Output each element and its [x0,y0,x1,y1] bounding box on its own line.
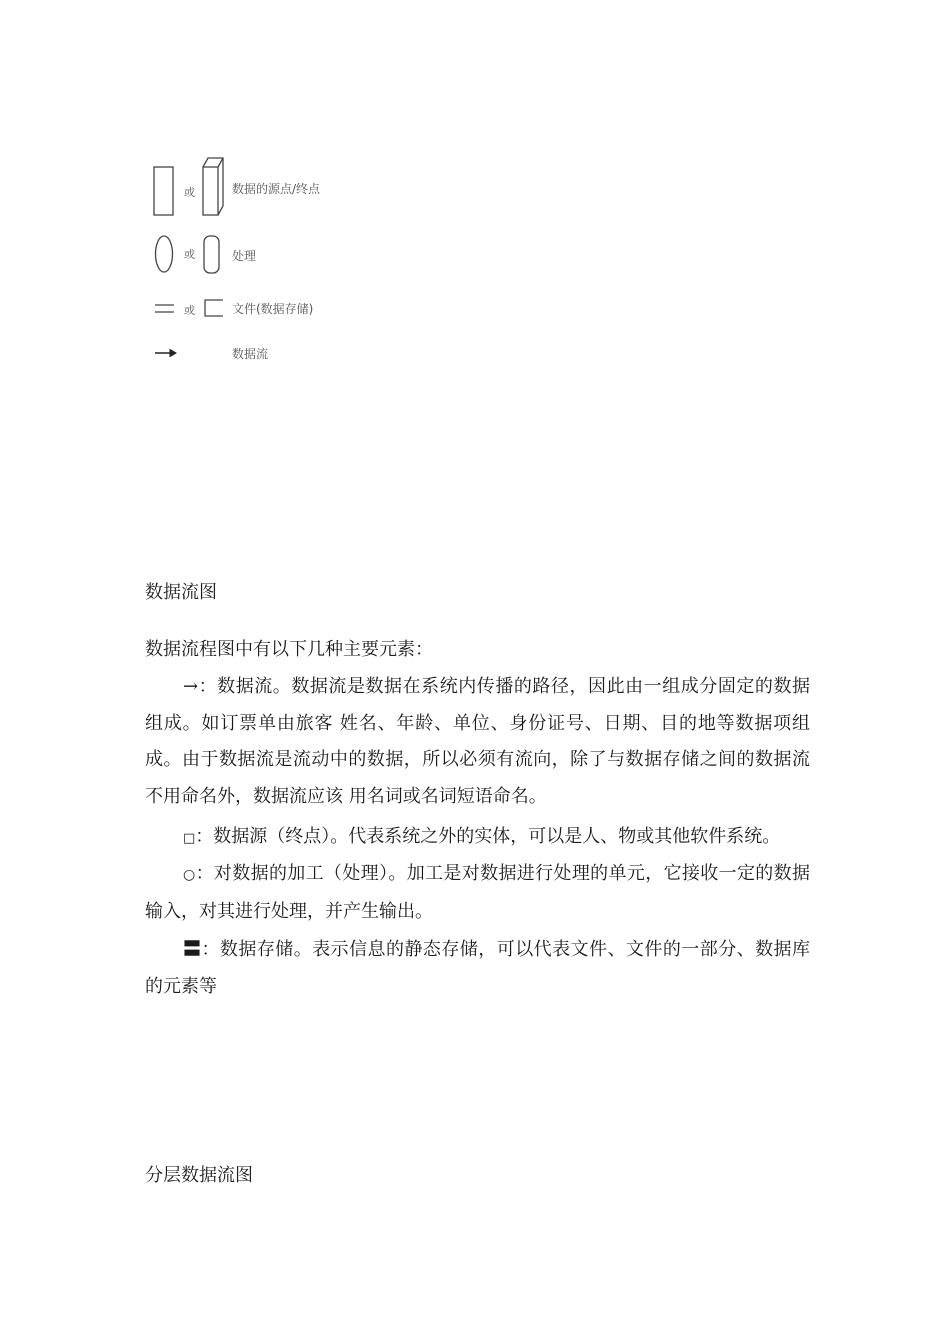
legend-figure [0,0,950,380]
arrow-symbol [155,350,176,357]
rounded-rectangle-symbol [204,236,219,273]
legend-label-process: 处理 [232,249,257,263]
element-item-dataflow [145,669,810,815]
arrow-glyph: → [183,676,199,697]
section-title: 分层数据流图 [145,1165,253,1186]
open-rectangle-symbol [205,300,223,316]
element-description: ：对数据的加工（处理）。加工是对数据进行处理的单元，它接收一定的数据输入，对其进行处理，并产生输出。 [145,863,810,922]
double-line-symbol [155,305,174,312]
element-description: ：数据源（终点）。代表系统之外的实体，可以是人、物或其他软件系统。 [195,826,781,847]
section-title: 数据流图 [145,582,217,603]
cube-symbol [203,158,223,215]
legend-label-store: 文件(数据存储) [232,302,314,316]
double-bar-glyph: 〓 [183,939,202,960]
legend-label-source: 数据的源点/终点 [232,182,321,196]
intro-paragraph: 数据流程图中有以下几种主要元素： [145,639,433,660]
element-description: ：数据存储。表示信息的静态存储，可以代表文件、文件的一部分、数据库的元素等 [145,939,811,997]
element-item-store [145,932,810,1005]
circle-glyph: ○ [183,867,196,883]
element-description: ：数据流。数据流是数据在系统内传播的路径，因此由一组成分固定的数据组成。如订票单由旅客 姓名、年龄、单位、身份证号、日期、目的地等数据项组成。由于数据流是流动中的数据，所以必须有流向，除了与数据存储之间的数据流不用命名外，数据流应该 用名词或名词短语命名。 [145,676,810,807]
or-label: 或 [184,304,195,317]
element-item-process [145,856,810,930]
or-label: 或 [184,186,195,199]
legend-symbols [0,0,950,380]
or-label: 或 [184,248,195,261]
legend-label-flow: 数据流 [232,347,269,361]
element-item-source [145,819,810,858]
ellipse-symbol [156,236,173,272]
square-glyph: □ [183,831,196,846]
rectangle-symbol [154,167,173,215]
